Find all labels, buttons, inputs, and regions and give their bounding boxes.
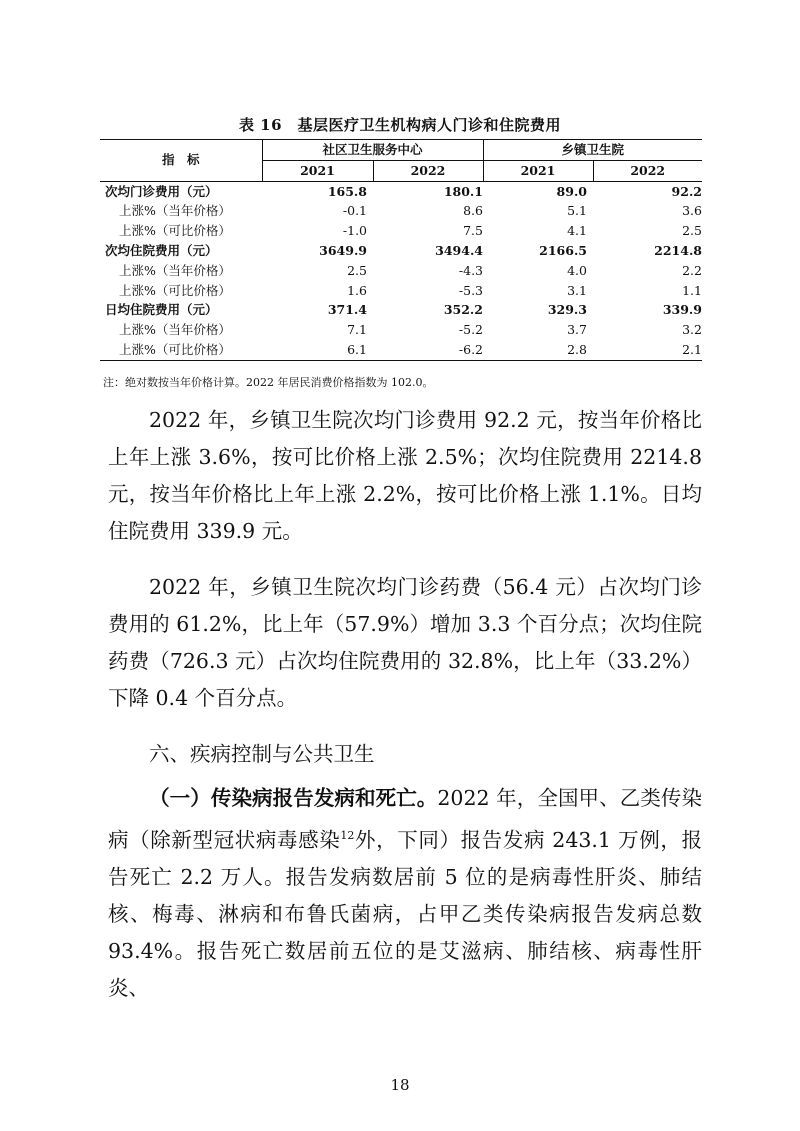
year-header: 2022 [373, 160, 483, 181]
table-title: 表 16 基层医疗卫生机构病人门诊和住院费用 [238, 116, 562, 134]
table-row [100, 221, 702, 241]
cell-value: 7.1 [347, 322, 367, 338]
row-label: 次均住院费用（元） [105, 242, 218, 258]
cell-value: 2.5 [682, 223, 702, 239]
paragraph-infectious-disease [108, 780, 702, 1007]
row-label: 上涨%（当年价格） [119, 203, 231, 219]
cell-value: -5.2 [458, 322, 483, 338]
cell-value: -1.0 [342, 223, 367, 239]
table-row [100, 241, 702, 261]
year-header: 2022 [593, 160, 702, 181]
row-label: 次均门诊费用（元） [105, 183, 218, 199]
table-row [100, 320, 702, 340]
row-label: 上涨%（可比价格） [119, 282, 231, 298]
cell-value: 3494.4 [435, 242, 483, 258]
cell-value: 180.1 [443, 183, 483, 199]
cell-value: 3.1 [567, 282, 587, 298]
cell-value: 339.9 [662, 302, 702, 318]
table-note: 注：绝对数按当年价格计算。2022 年居民消费价格指数为 102.0。 [103, 376, 434, 389]
cell-value: -4.3 [458, 262, 483, 278]
cell-value: -0.1 [342, 203, 367, 219]
cell-value: 2.8 [483, 340, 593, 360]
cell-value: 8.6 [463, 203, 483, 219]
paragraph-text: 2022 年，乡镇卫生院次均门诊费用 92.2 元，按当年价格比上年上涨 3.6%，按可比价格上涨 2.5%；次均住院费用 2214.8 元，按当年价格比上年上涨 2.2%，按可比价格上涨 1.1%。日均住院费用 339.9 元。 [108, 408, 702, 543]
table-row [100, 181, 702, 201]
cell-value: 4.1 [567, 223, 587, 239]
row-label: 上涨%（当年价格） [119, 262, 231, 278]
cell-value: 352.2 [443, 302, 483, 318]
table-row [100, 261, 702, 281]
row-label: 上涨%（可比价格） [100, 340, 262, 360]
table-row [100, 281, 702, 301]
paragraph-text: 2022 年，全国甲、乙类传染病（除新型冠状病毒感染 [108, 786, 703, 852]
cell-value: 1.1 [682, 282, 702, 298]
row-label: 上涨%（可比价格） [119, 223, 231, 239]
cell-value: 7.5 [463, 223, 483, 239]
cell-value: 4.0 [567, 262, 587, 278]
cell-value: 3.6 [682, 203, 702, 219]
paragraph-drug-costs [108, 569, 702, 717]
cell-value: 92.2 [671, 183, 702, 199]
cell-value: 3649.9 [319, 242, 367, 258]
cell-value: 2.2 [682, 262, 702, 278]
group-header-township: 乡镇卫生院 [483, 140, 702, 161]
page-number: 18 [390, 1076, 410, 1094]
cell-value: 2214.8 [654, 242, 702, 258]
paragraph-lead: （一）传染病报告发病和死亡。 [149, 786, 438, 810]
cell-value: 371.4 [327, 302, 367, 318]
cell-value: 2.1 [593, 340, 702, 360]
table-row [100, 300, 702, 320]
group-header-community: 社区卫生服务中心 [262, 140, 483, 161]
cell-value: 89.0 [556, 183, 587, 199]
year-header: 2021 [262, 160, 373, 181]
cell-value: 329.3 [547, 302, 587, 318]
cost-table [100, 139, 702, 361]
cell-value: -5.3 [458, 282, 483, 298]
cell-value: 165.8 [327, 183, 367, 199]
row-label: 日均住院费用（元） [105, 302, 218, 318]
cell-value: 2.5 [347, 262, 367, 278]
paragraph-outpatient-costs [108, 402, 702, 550]
section-heading: 六、疾病控制与公共卫生 [149, 742, 375, 766]
indicator-header: 指 标 [100, 140, 262, 182]
cell-value: 3.2 [682, 322, 702, 338]
table-row [100, 340, 702, 360]
cell-value: 3.7 [567, 322, 587, 338]
paragraph-text: 外，下同）报告发病 243.1 万例，报告死亡 2.2 万人。报告发病数居前 5 位的是病毒性肝炎、肺结核、梅毒、淋病和布鲁氏菌病，占甲乙类传染病报告发病总数 93.4%。报告死亡数居前五位的是艾滋病、肺结核、病毒性肝炎、 [108, 828, 702, 1000]
cell-value: -6.2 [373, 340, 483, 360]
paragraph-text: 2022 年，乡镇卫生院次均门诊药费（56.4 元）占次均门诊费用的 61.2%，比上年（57.9%）增加 3.3 个百分点；次均住院药费（726.3 元）占次均住院费用的 32.8%，比上年（33.2%）下降 0.4 个百分点。 [108, 575, 702, 710]
year-header: 2021 [483, 160, 593, 181]
cell-value: 6.1 [262, 340, 373, 360]
footnote-marker: 12 [340, 829, 355, 842]
row-label: 上涨%（当年价格） [119, 322, 231, 338]
cell-value: 2166.5 [539, 242, 587, 258]
table-row [100, 201, 702, 221]
cell-value: 5.1 [567, 203, 587, 219]
cell-value: 1.6 [347, 282, 367, 298]
